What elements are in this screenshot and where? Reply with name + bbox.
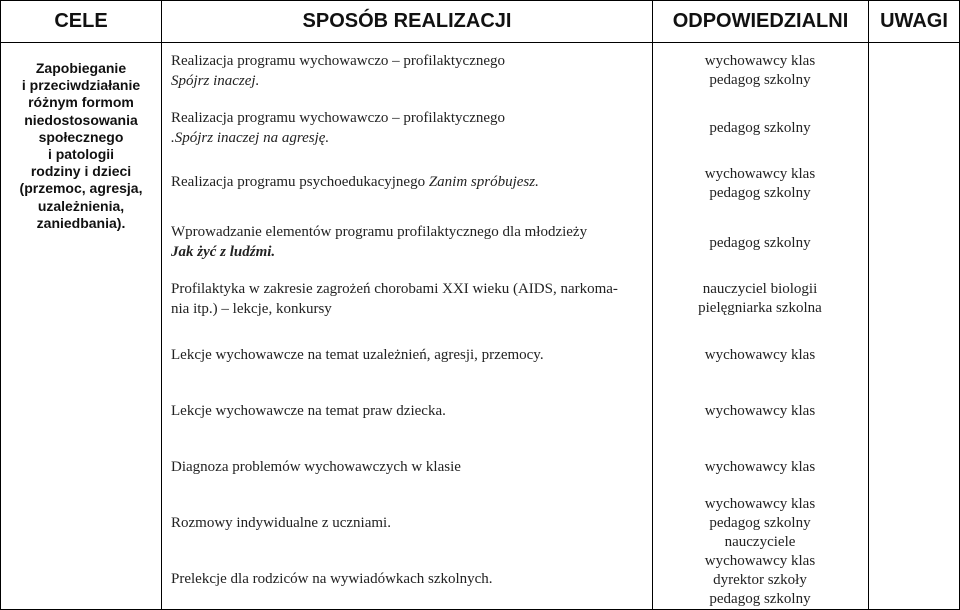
activity-text: Wprowadzanie elementów programu profilaktycznego dla młodzieży (171, 224, 588, 240)
activity-title: Spójrz inaczej. (171, 73, 260, 89)
responsible-line: pedagog szkolny (709, 591, 811, 607)
goal-line: różnym formom (28, 94, 134, 111)
responsible-line: wychowawcy klas (704, 53, 816, 69)
goal-line: społecznego (38, 128, 124, 145)
activity-item (171, 222, 587, 262)
activity-item: Rozmowy indywidualne z uczniami. (171, 515, 391, 531)
responsible-line: wychowawcy klas (704, 166, 816, 182)
header-odpowiedzialni: ODPOWIEDZIALNI (672, 9, 849, 32)
goal-line: Zapobieganie (35, 60, 127, 76)
goal-cell (3, 60, 159, 232)
responsible-line: pedagog szkolny (709, 185, 811, 201)
responsible-line: wychowawcy klas (704, 347, 816, 363)
responsible-line: wychowawcy klas (704, 403, 816, 419)
responsible-line: dyrektor szkoły (713, 572, 807, 588)
activity-title: Jak żyć z ludźmi. (171, 244, 276, 260)
activity-item (171, 279, 618, 319)
goal-line: zaniedbania). (36, 214, 126, 231)
activity-text: Realizacja programu wychowawczo – profilaktycznego (171, 110, 506, 126)
activity-text: Realizacja programu psychoedukacyjnego (171, 174, 429, 190)
activity-text: nia itp.) – lekcje, konkursy (171, 301, 332, 317)
responsible-line: pielęgniarka szkolna (698, 300, 822, 316)
activity-item: Lekcje wychowawcze na temat praw dziecka. (171, 403, 446, 419)
activity-item (171, 108, 505, 148)
responsible-line: nauczyciel biologii (702, 281, 818, 297)
responsible-line: wychowawcy klas (704, 553, 816, 569)
activity-item (171, 51, 505, 91)
goal-line: niedostosowania (24, 111, 138, 128)
column-divider (161, 0, 162, 610)
activity-text: Realizacja programu wychowawczo – profilaktycznego (171, 53, 506, 69)
column-divider (868, 0, 869, 610)
goal-line: i przeciwdziałanie (21, 77, 141, 94)
goal-line: i patologii (47, 146, 115, 163)
header-uwagi: UWAGI (880, 9, 948, 32)
goal-line: (przemoc, agresja, (19, 180, 143, 197)
activity-item: Lekcje wychowawcze na temat uzależnień, agresji, przemocy. (171, 347, 544, 363)
header-divider (0, 42, 960, 43)
activity-item: Prelekcje dla rodziców na wywiadówkach szkolnych. (171, 571, 493, 587)
responsible-line: wychowawcy klas (704, 459, 816, 475)
header-cele: CELE (54, 9, 108, 32)
responsible-line: pedagog szkolny (709, 235, 811, 251)
header-sposob-realizacji: SPOSÓB REALIZACJI (302, 9, 512, 32)
responsible-line: pedagog szkolny (709, 120, 811, 136)
activity-title: .Spójrz inaczej na agresję. (171, 130, 330, 146)
activity-item (171, 172, 539, 192)
responsible-line: nauczyciele (724, 534, 796, 550)
responsible-line: pedagog szkolny (709, 72, 811, 88)
responsible-line: wychowawcy klas (704, 496, 816, 512)
activity-item: Diagnoza problemów wychowawczych w klasie (171, 459, 461, 475)
activity-text: Profilaktyka w zakresie zagrożeń chorobami XXI wieku (AIDS, narkoma- (171, 281, 618, 297)
goal-line: uzależnienia, (37, 197, 125, 214)
responsible-line: pedagog szkolny (709, 515, 811, 531)
activity-title: Zanim spróbujesz. (428, 174, 539, 190)
goal-line: rodziny i dzieci (30, 163, 132, 180)
